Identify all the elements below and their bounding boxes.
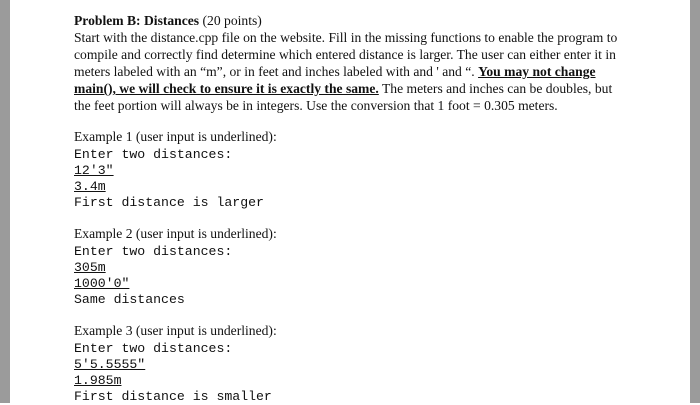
example-input: 12'3" xyxy=(74,163,114,178)
example-result: First distance is larger xyxy=(74,195,264,210)
example-input: 1000'0" xyxy=(74,276,130,291)
description-part2: The meters and inches can be doubles, but the feet portion will always be in integers. Use the conversion that 1 foot = 0.305 meters. xyxy=(74,81,613,113)
example-heading: Example 2 (user input is underlined): xyxy=(74,226,277,241)
example-1 xyxy=(74,128,630,211)
example-prompt: Enter two distances: xyxy=(74,341,233,356)
right-border xyxy=(690,0,700,403)
example-result: First distance is smaller xyxy=(74,389,272,404)
example-prompt: Enter two distances: xyxy=(74,244,233,259)
example-prompt: Enter two distances: xyxy=(74,147,233,162)
problem-points: (20 points) xyxy=(199,13,262,28)
description-emphasis: You may not change main(), we will check to ensure it is exactly the same. xyxy=(74,64,596,96)
problem-title xyxy=(74,12,630,29)
description-part1: Start with the distance.cpp file on the website. Fill in the missing functions to enable the program to compile and correctly find determine which entered distance is larger. The user can either enter it in meters labeled with an “m”, or in feet and inches labeled with and ' and “. xyxy=(74,30,618,79)
example-heading: Example 3 (user input is underlined): xyxy=(74,323,277,338)
example-input: 3.4m xyxy=(74,179,106,194)
example-result: Same distances xyxy=(74,292,185,307)
problem-title-bold: Problem B: Distances xyxy=(74,13,200,28)
problem-description xyxy=(74,29,630,114)
left-border xyxy=(0,0,10,403)
example-input: 5'5.5555" xyxy=(74,357,146,372)
example-3 xyxy=(74,322,630,405)
example-input: 1.985m xyxy=(74,373,122,388)
problem-content xyxy=(74,12,630,405)
example-heading: Example 1 (user input is underlined): xyxy=(74,129,277,144)
example-input: 305m xyxy=(74,260,106,275)
example-2 xyxy=(74,225,630,308)
